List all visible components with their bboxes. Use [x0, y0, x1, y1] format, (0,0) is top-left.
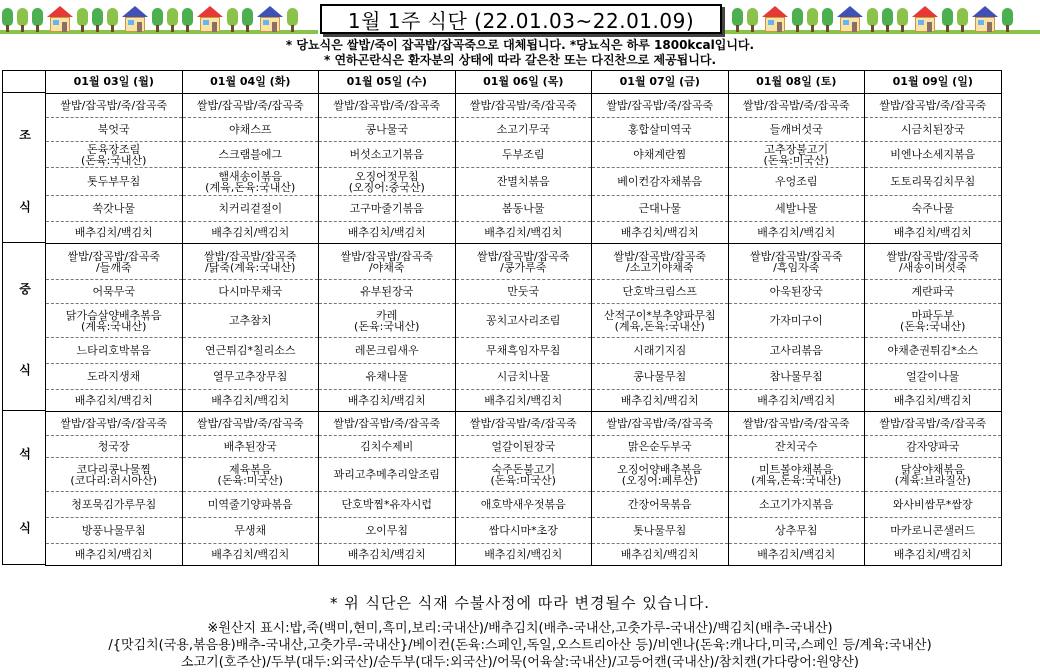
corner-cell [2, 70, 46, 93]
dish-cell: 단호박크림스프 [592, 280, 729, 304]
dysphagia-notice: * 연하곤란식은 환자분의 상태에 따라 갈은찬 또는 다진찬으로 제공됩니다. [323, 53, 717, 67]
dish-cell: 배추김치/백김치 [319, 544, 456, 566]
dish-cell: 김치수제비 [319, 436, 456, 458]
meal-label-bottom: 식 [19, 200, 31, 214]
dish-cell: 오징어양배추볶음 (오징어:페루산) [592, 458, 729, 492]
dish-cell: 숙주돈불고기 (돈육:미국산) [455, 458, 592, 492]
dish-cell: 쌀밥/잡곡밥/죽/잡곡죽 [46, 94, 183, 118]
dish-cell: 배추김치/백김치 [592, 390, 729, 412]
dish-cell: 얼갈이나물 [865, 364, 1002, 390]
dish-cell: 마파두부 (돈육:국내산) [865, 304, 1002, 338]
dish-cell: 닭가슴살양배추볶음 (계육:국내산) [46, 304, 183, 338]
tree-icon [227, 8, 238, 32]
dish-cell: 배추김치/백김치 [592, 544, 729, 566]
dish-cell: 쌀밥/잡곡밥/죽/잡곡죽 [182, 412, 319, 436]
dish-cell: 배추김치/백김치 [865, 390, 1002, 412]
meal-label-top: 조 [19, 128, 31, 142]
dish-cell: 야채계란찜 [592, 142, 729, 168]
dish-cell: 배추김치/백김치 [592, 222, 729, 244]
menu-row [46, 436, 1002, 458]
dish-cell: 쑥갓나물 [46, 196, 183, 222]
dish-cell: 상추무침 [728, 518, 865, 544]
dish-cell: 다시마무채국 [182, 280, 319, 304]
dish-cell: 단호박찜*유자시럽 [319, 492, 456, 518]
tree-icon [867, 8, 878, 32]
dish-cell: 오이무침 [319, 518, 456, 544]
menu-row [46, 222, 1002, 244]
dish-cell: 배추김치/백김치 [46, 390, 183, 412]
dish-cell: 쌀밥/잡곡밥/죽/잡곡죽 [319, 412, 456, 436]
dish-cell: 만둣국 [455, 280, 592, 304]
tree-icon [747, 8, 758, 32]
dish-cell: 배추김치/백김치 [182, 222, 319, 244]
dish-cell: 쌀밥/잡곡밥/죽/잡곡죽 [728, 412, 865, 436]
dish-cell: 참나물무침 [728, 364, 865, 390]
dish-cell: 고추장불고기 (돈육:미국산) [728, 142, 865, 168]
dish-cell: 배추된장국 [182, 436, 319, 458]
dish-cell: 배추김치/백김치 [455, 222, 592, 244]
menu-row [46, 118, 1002, 142]
dish-cell: 소고기무국 [455, 118, 592, 142]
dish-cell: 애호박새우젓볶음 [455, 492, 592, 518]
dish-cell: 소고기가지볶음 [728, 492, 865, 518]
day-header: 01월 08일 (토) [728, 71, 865, 94]
dish-cell: 쌀밥/잡곡밥/잡곡죽 /소고기야채죽 [592, 244, 729, 280]
dish-cell: 고사리볶음 [728, 338, 865, 364]
menu-row [46, 364, 1002, 390]
dish-cell: 배추김치/백김치 [728, 222, 865, 244]
dish-cell: 고추참치 [182, 304, 319, 338]
dish-cell: 세발나물 [728, 196, 865, 222]
menu-row [46, 458, 1002, 492]
dish-cell: 쌀밥/잡곡밥/잡곡죽 /새송이버섯죽 [865, 244, 1002, 280]
tree-icon [107, 8, 118, 32]
tree-icon [152, 8, 163, 32]
dish-cell: 쌀밥/잡곡밥/죽/잡곡죽 [182, 94, 319, 118]
page-header [0, 0, 1040, 36]
dish-cell: 야채춘권튀김*소스 [865, 338, 1002, 364]
dish-cell: 청포묵김가루무침 [46, 492, 183, 518]
meal-section-label [2, 243, 46, 411]
dish-cell: 두부조림 [455, 142, 592, 168]
meal-label-top: 석 [19, 447, 31, 461]
day-header: 01월 06일 (목) [455, 71, 592, 94]
tree-icon [17, 8, 28, 32]
dish-cell: 근대나물 [592, 196, 729, 222]
meal-label-bottom: 식 [19, 363, 31, 377]
house-icon [762, 6, 788, 32]
meal-label-top: 중 [19, 282, 31, 296]
dish-cell: 쌀밥/잡곡밥/잡곡죽 /콩가루죽 [455, 244, 592, 280]
house-icon [122, 6, 148, 32]
tree-icon [882, 8, 893, 32]
dish-cell: 미트볼야채볶음 (계육,돈육:국내산) [728, 458, 865, 492]
dish-cell: 가자미구이 [728, 304, 865, 338]
dish-cell: 마카로니콘샐러드 [865, 518, 1002, 544]
menu-row [46, 142, 1002, 168]
menu-row [46, 304, 1002, 338]
dish-cell: 쌀밥/잡곡밥/죽/잡곡죽 [455, 94, 592, 118]
dish-cell: 톳두부무침 [46, 168, 183, 196]
dish-cell: 잔멸치볶음 [455, 168, 592, 196]
dish-cell: 배추김치/백김치 [182, 544, 319, 566]
dish-cell: 연근튀김*칠리소스 [182, 338, 319, 364]
dish-cell: 홍합살미역국 [592, 118, 729, 142]
dish-cell: 북엇국 [46, 118, 183, 142]
dish-cell: 베이컨감자채볶음 [592, 168, 729, 196]
tree-icon [182, 8, 193, 32]
dish-cell: 쌈다시마*초장 [455, 518, 592, 544]
dish-cell: 감자양파국 [865, 436, 1002, 458]
menu-row [46, 168, 1002, 196]
tree-icon [822, 8, 833, 32]
dish-cell: 버섯소고기볶음 [319, 142, 456, 168]
tree-icon [242, 8, 253, 32]
tree-icon [897, 8, 908, 32]
tree-icon [807, 8, 818, 32]
dish-cell: 꽁치고사리조림 [455, 304, 592, 338]
house-icon [47, 6, 73, 32]
tree-icon [957, 8, 968, 32]
village-illustration-left [2, 2, 298, 32]
meal-section-label [2, 411, 46, 565]
dish-cell: 쌀밥/잡곡밥/죽/잡곡죽 [46, 412, 183, 436]
dish-cell: 아욱된장국 [728, 280, 865, 304]
dish-cell: 산적구이*부추양파무침 (계육,돈육:국내산) [592, 304, 729, 338]
dish-cell: 오징어젓무침 (오징어:중국산) [319, 168, 456, 196]
dish-cell: 쌀밥/잡곡밥/죽/잡곡죽 [455, 412, 592, 436]
house-icon [257, 6, 283, 32]
dish-cell: 쌀밥/잡곡밥/잡곡죽 /야채죽 [319, 244, 456, 280]
dish-cell: 쌀밥/잡곡밥/죽/잡곡죽 [865, 94, 1002, 118]
day-header: 01월 04일 (화) [182, 71, 319, 94]
menu-row [46, 94, 1002, 118]
dish-cell: 스크램블에그 [182, 142, 319, 168]
weekly-menu-table [45, 70, 1002, 566]
dish-cell: 방풍나물무침 [46, 518, 183, 544]
meal-label-bottom: 식 [19, 521, 31, 535]
dish-cell: 봄동나물 [455, 196, 592, 222]
dish-cell: 닭살야채볶음 (계육:브라질산) [865, 458, 1002, 492]
dish-cell: 숙주나물 [865, 196, 1002, 222]
menu-change-notice: * 위 식단은 식재 수불사정에 따라 변경될수 있습니다. [330, 594, 710, 612]
dish-cell: 쌀밥/잡곡밥/잡곡죽 /들깨죽 [46, 244, 183, 280]
dish-cell: 시래기지짐 [592, 338, 729, 364]
dish-cell: 도토리묵김치무침 [865, 168, 1002, 196]
dish-cell: 쌀밥/잡곡밥/죽/잡곡죽 [728, 94, 865, 118]
dish-cell: 쌀밥/잡곡밥/죽/잡곡죽 [319, 94, 456, 118]
dish-cell: 미역줄기양파볶음 [182, 492, 319, 518]
menu-row [46, 518, 1002, 544]
dish-cell: 느타리호박볶음 [46, 338, 183, 364]
dish-cell: 햄새송이볶음 (계육,돈육:국내산) [182, 168, 319, 196]
tree-icon [792, 8, 803, 32]
day-header: 01월 09일 (일) [865, 71, 1002, 94]
dish-cell: 유부된장국 [319, 280, 456, 304]
origin-line: /{맛김치(국용,볶음용)배추-국내산,고춧가루-국내산}/베이컨(돈육:스페인,독일,오스트리아산 등)/비엔나(돈육:캐나다,미국,스페인 등/계육:국내산) [108, 638, 932, 653]
page-title: 1월 1주 식단 (22.01.03~22.01.09) [320, 4, 722, 34]
dish-cell: 카레 (돈육:국내산) [319, 304, 456, 338]
dish-cell: 배추김치/백김치 [865, 544, 1002, 566]
tree-icon [1002, 8, 1013, 32]
dish-cell: 배추김치/백김치 [455, 390, 592, 412]
menu-row [46, 544, 1002, 566]
dish-cell: 비엔나소세지볶음 [865, 142, 1002, 168]
dish-cell: 와사비쌈무*쌈장 [865, 492, 1002, 518]
menu-row [46, 390, 1002, 412]
house-icon [197, 6, 223, 32]
dish-cell: 배추김치/백김치 [319, 222, 456, 244]
day-header: 01월 05일 (수) [319, 71, 456, 94]
dish-cell: 맑은순두부국 [592, 436, 729, 458]
dish-cell: 쌀밥/잡곡밥/잡곡죽 /닭죽(계육:국내산) [182, 244, 319, 280]
dish-cell: 무생채 [182, 518, 319, 544]
dish-cell: 배추김치/백김치 [319, 390, 456, 412]
dish-cell: 무채흑임자무침 [455, 338, 592, 364]
menu-row [46, 280, 1002, 304]
dish-cell: 시금치나물 [455, 364, 592, 390]
dish-cell: 시금치된장국 [865, 118, 1002, 142]
dish-cell: 톳나물무침 [592, 518, 729, 544]
tree-icon [167, 8, 178, 32]
tree-icon [32, 8, 43, 32]
dish-cell: 배추김치/백김치 [455, 544, 592, 566]
dish-cell: 간장어묵볶음 [592, 492, 729, 518]
dish-cell: 배추김치/백김치 [865, 222, 1002, 244]
menu-row [46, 196, 1002, 222]
origin-line: ※원산지 표시:밥,죽(백미,현미,흑미,보리:국내산)/배추김치(배추-국내산,고춧가루-국내산)/백김치(배추-국내산) [207, 621, 833, 636]
day-header: 01월 03일 (월) [46, 71, 183, 94]
menu-row [46, 338, 1002, 364]
menu-row [46, 244, 1002, 280]
meal-section-label [2, 93, 46, 243]
origin-line: 소고기(호주산)/두부(대두:외국산)/순두부(대두:외국산)/어묵(어육살:국내산)/고등어캔(국내산)/참치캔(가다랑어:원양산) [181, 655, 859, 670]
menu-row [46, 412, 1002, 436]
tree-icon [942, 8, 953, 32]
dish-cell: 고구마줄기볶음 [319, 196, 456, 222]
dish-cell: 꽈리고추메추리알조림 [319, 458, 456, 492]
dish-cell: 열무고추장무침 [182, 364, 319, 390]
tree-icon [77, 8, 88, 32]
dish-cell: 배추김치/백김치 [182, 390, 319, 412]
dish-cell: 쌀밥/잡곡밥/죽/잡곡죽 [592, 94, 729, 118]
dish-cell: 쌀밥/잡곡밥/죽/잡곡죽 [592, 412, 729, 436]
day-header: 01월 07일 (금) [592, 71, 729, 94]
dish-cell: 콩나물국 [319, 118, 456, 142]
diabetic-notice: * 당뇨식은 쌀밥/죽이 잡곡밥/잡곡죽으로 대체됩니다. *당뇨식은 하루 1800kcal입니다. [285, 38, 755, 52]
dish-cell: 들깨버섯국 [728, 118, 865, 142]
dish-cell: 배추김치/백김치 [728, 390, 865, 412]
house-icon [972, 6, 998, 32]
dish-cell: 쌀밥/잡곡밥/잡곡죽 /흑임자죽 [728, 244, 865, 280]
dish-cell: 계란파국 [865, 280, 1002, 304]
dish-cell: 쌀밥/잡곡밥/죽/잡곡죽 [865, 412, 1002, 436]
dish-cell: 유채나물 [319, 364, 456, 390]
village-illustration-right [732, 2, 1013, 32]
dish-cell: 콩나물무침 [592, 364, 729, 390]
dish-cell: 제육볶음 (돈육:미국산) [182, 458, 319, 492]
menu-row [46, 492, 1002, 518]
dish-cell: 청국장 [46, 436, 183, 458]
dish-cell: 야채스프 [182, 118, 319, 142]
dish-cell: 치커리겉절이 [182, 196, 319, 222]
dish-cell: 배추김치/백김치 [46, 544, 183, 566]
dish-cell: 배추김치/백김치 [728, 544, 865, 566]
dish-cell: 우엉조림 [728, 168, 865, 196]
tree-icon [732, 8, 743, 32]
house-icon [837, 6, 863, 32]
dish-cell: 배추김치/백김치 [46, 222, 183, 244]
tree-icon [2, 8, 13, 32]
dish-cell: 코다리콩나물찜 (코다리:러시아산) [46, 458, 183, 492]
dish-cell: 어묵무국 [46, 280, 183, 304]
house-icon [912, 6, 938, 32]
dish-cell: 얼갈이된장국 [455, 436, 592, 458]
tree-icon [287, 8, 298, 32]
dish-cell: 레몬크림새우 [319, 338, 456, 364]
dish-cell: 돈육장조림 (돈육:국내산) [46, 142, 183, 168]
tree-icon [92, 8, 103, 32]
dish-cell: 도라지생채 [46, 364, 183, 390]
dish-cell: 잔치국수 [728, 436, 865, 458]
